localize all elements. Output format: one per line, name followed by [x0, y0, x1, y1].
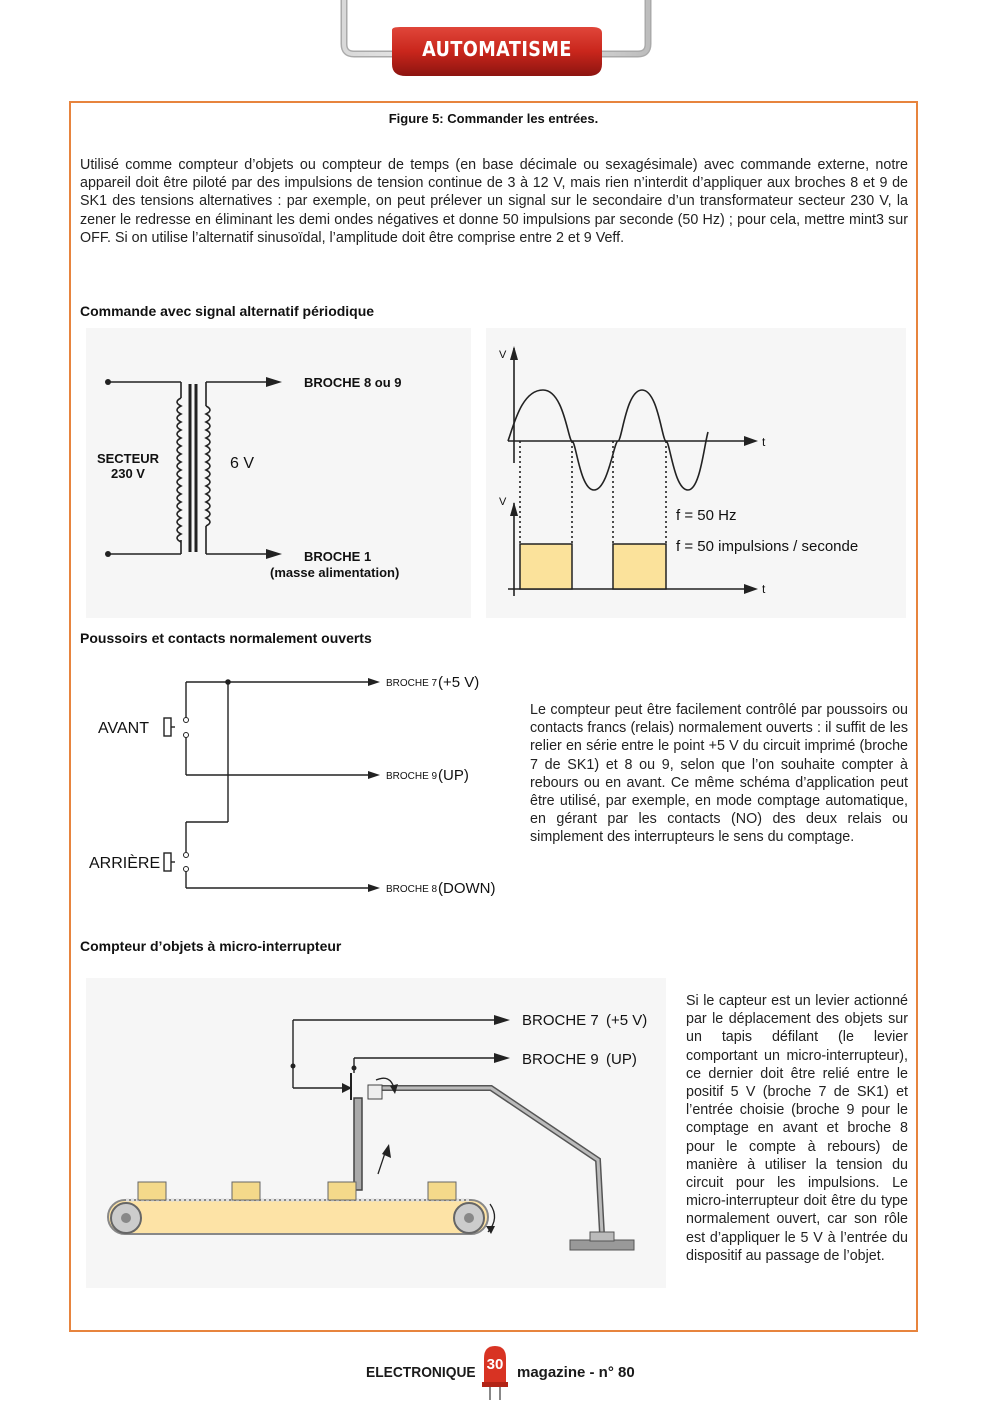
object-box-3 — [328, 1182, 356, 1200]
masse-label: (masse alimentation) — [270, 565, 400, 580]
arriere-label: ARRIÈRE — [89, 855, 161, 872]
avant-label: AVANT — [98, 720, 149, 737]
t-axis-label-1: t — [762, 435, 766, 449]
broche9-label: BROCHE 9 — [386, 771, 438, 782]
section2-heading: Poussoirs et contacts normalement ouverts — [80, 630, 372, 646]
footer-left: ELECTRONIQUE — [366, 1364, 476, 1381]
conveyor-diagram — [86, 978, 666, 1288]
led-page-badge — [481, 1344, 509, 1400]
transformer-diagram — [86, 328, 471, 618]
object-box-1 — [138, 1182, 166, 1200]
pulse-2 — [613, 544, 666, 589]
secondary-voltage: 6 V — [230, 455, 255, 472]
broche7-label-2: BROCHE 7 — [522, 1012, 599, 1029]
broche1-label: BROCHE 1 — [304, 549, 372, 564]
pulse-1 — [520, 544, 572, 589]
footer — [0, 1340, 989, 1400]
broche7-sub-2: (+5 V) — [606, 1012, 648, 1029]
secteur-voltage: 230 V — [111, 466, 145, 481]
section3-text: Si le capteur est un levier actionné par le déplacement des objets sur un tapis défilant (le levier comportant un micro-interrupteur), ce dernier doit être relié entre le positif 5 V (broche 7 de SK1) et l’entrée choisie (broche 9 pour le comptage en avant et broche 8 pour le compte à rebours) de manière à utiliser la tension du circuit pour les impulsions. Le micro-interrupteur doit être du type normalement ouvert, car son rôle est d’appliquer le 5 V à l’entrée du dispositif au passage de l’objet. — [686, 993, 908, 1264]
frequency-label: f = 50 Hz — [676, 507, 737, 524]
section1-heading: Commande avec signal alternatif périodique — [80, 303, 375, 319]
v-axis-label-2: V — [499, 496, 507, 508]
pushbutton-schematic — [80, 660, 520, 905]
impulses-label: f = 50 impulsions / seconde — [676, 538, 859, 555]
section-header — [340, 0, 652, 80]
conveyor-illustration — [86, 978, 666, 1288]
object-box-2 — [232, 1182, 260, 1200]
pushbutton-diagram — [80, 660, 520, 905]
intro-paragraph: Utilisé comme compteur d’objets ou compteur de temps (en base décimale ou sexagésimale) avec commande externe, notre appareil doit être piloté par des impulsions de tension continue de 3 à 12 V, mais rien n’interdit d’appliquer aux broches 8 et 9 de SK1 des tensions alternatives : par exemple, on peut prélever un signal sur le secondaire d’un transformateur secteur 230 V, la zener le redresse en éliminant les demi ondes négatives et donne 50 impulsions par seconde (50 Hz) ; pour cela, mettre mint3 sur OFF. Si on utilise l’alternatif sinusoïdal, l’amplitude doit être comprise entre 2 et 9 Veff. — [80, 157, 908, 246]
transformer-schematic — [86, 328, 471, 618]
broche8-sub: (DOWN) — [438, 880, 496, 897]
object-box-4 — [428, 1182, 456, 1200]
broche7-sub: (+5 V) — [438, 674, 480, 691]
secteur-label: SECTEUR — [96, 451, 160, 466]
section-title: AUTOMATISME — [422, 37, 572, 61]
broche9-label-2: BROCHE 9 — [522, 1051, 599, 1068]
broche7-label: BROCHE 7 — [386, 678, 438, 689]
page-number: 30 — [486, 1356, 504, 1373]
v-axis-label-1: V — [499, 349, 507, 361]
broche9-sub: (UP) — [438, 767, 469, 784]
section3-heading: Compteur d’objets à micro-interrupteur — [80, 938, 342, 954]
footer-right: magazine - n° 80 — [517, 1364, 635, 1381]
waveform-plot — [486, 328, 906, 618]
broche8-label: BROCHE 8 — [386, 884, 438, 895]
t-axis-label-2: t — [762, 582, 766, 596]
figure-caption: Figure 5: Commander les entrées. — [388, 111, 599, 126]
section2-text: Le compteur peut être facilement contrôlé par poussoirs ou contacts francs (relais) normalement ouverts : il suffit de les relier en série entre le point +5 V du circuit imprimé (broche 7 de SK1) et 8 ou 9, selon que l’on souhaite compter à rebours ou en avant. Ce même schéma d’application peut être utilisé, par exemple, en mode comptage automatique, en gérant par les contacts (NO) des deux relais ou simplement des interrupteurs le sens du comptage. — [530, 702, 908, 846]
waveform-diagram — [486, 328, 906, 618]
broche9-sub-2: (UP) — [606, 1051, 637, 1068]
broche89-label: BROCHE 8 ou 9 — [304, 375, 402, 390]
